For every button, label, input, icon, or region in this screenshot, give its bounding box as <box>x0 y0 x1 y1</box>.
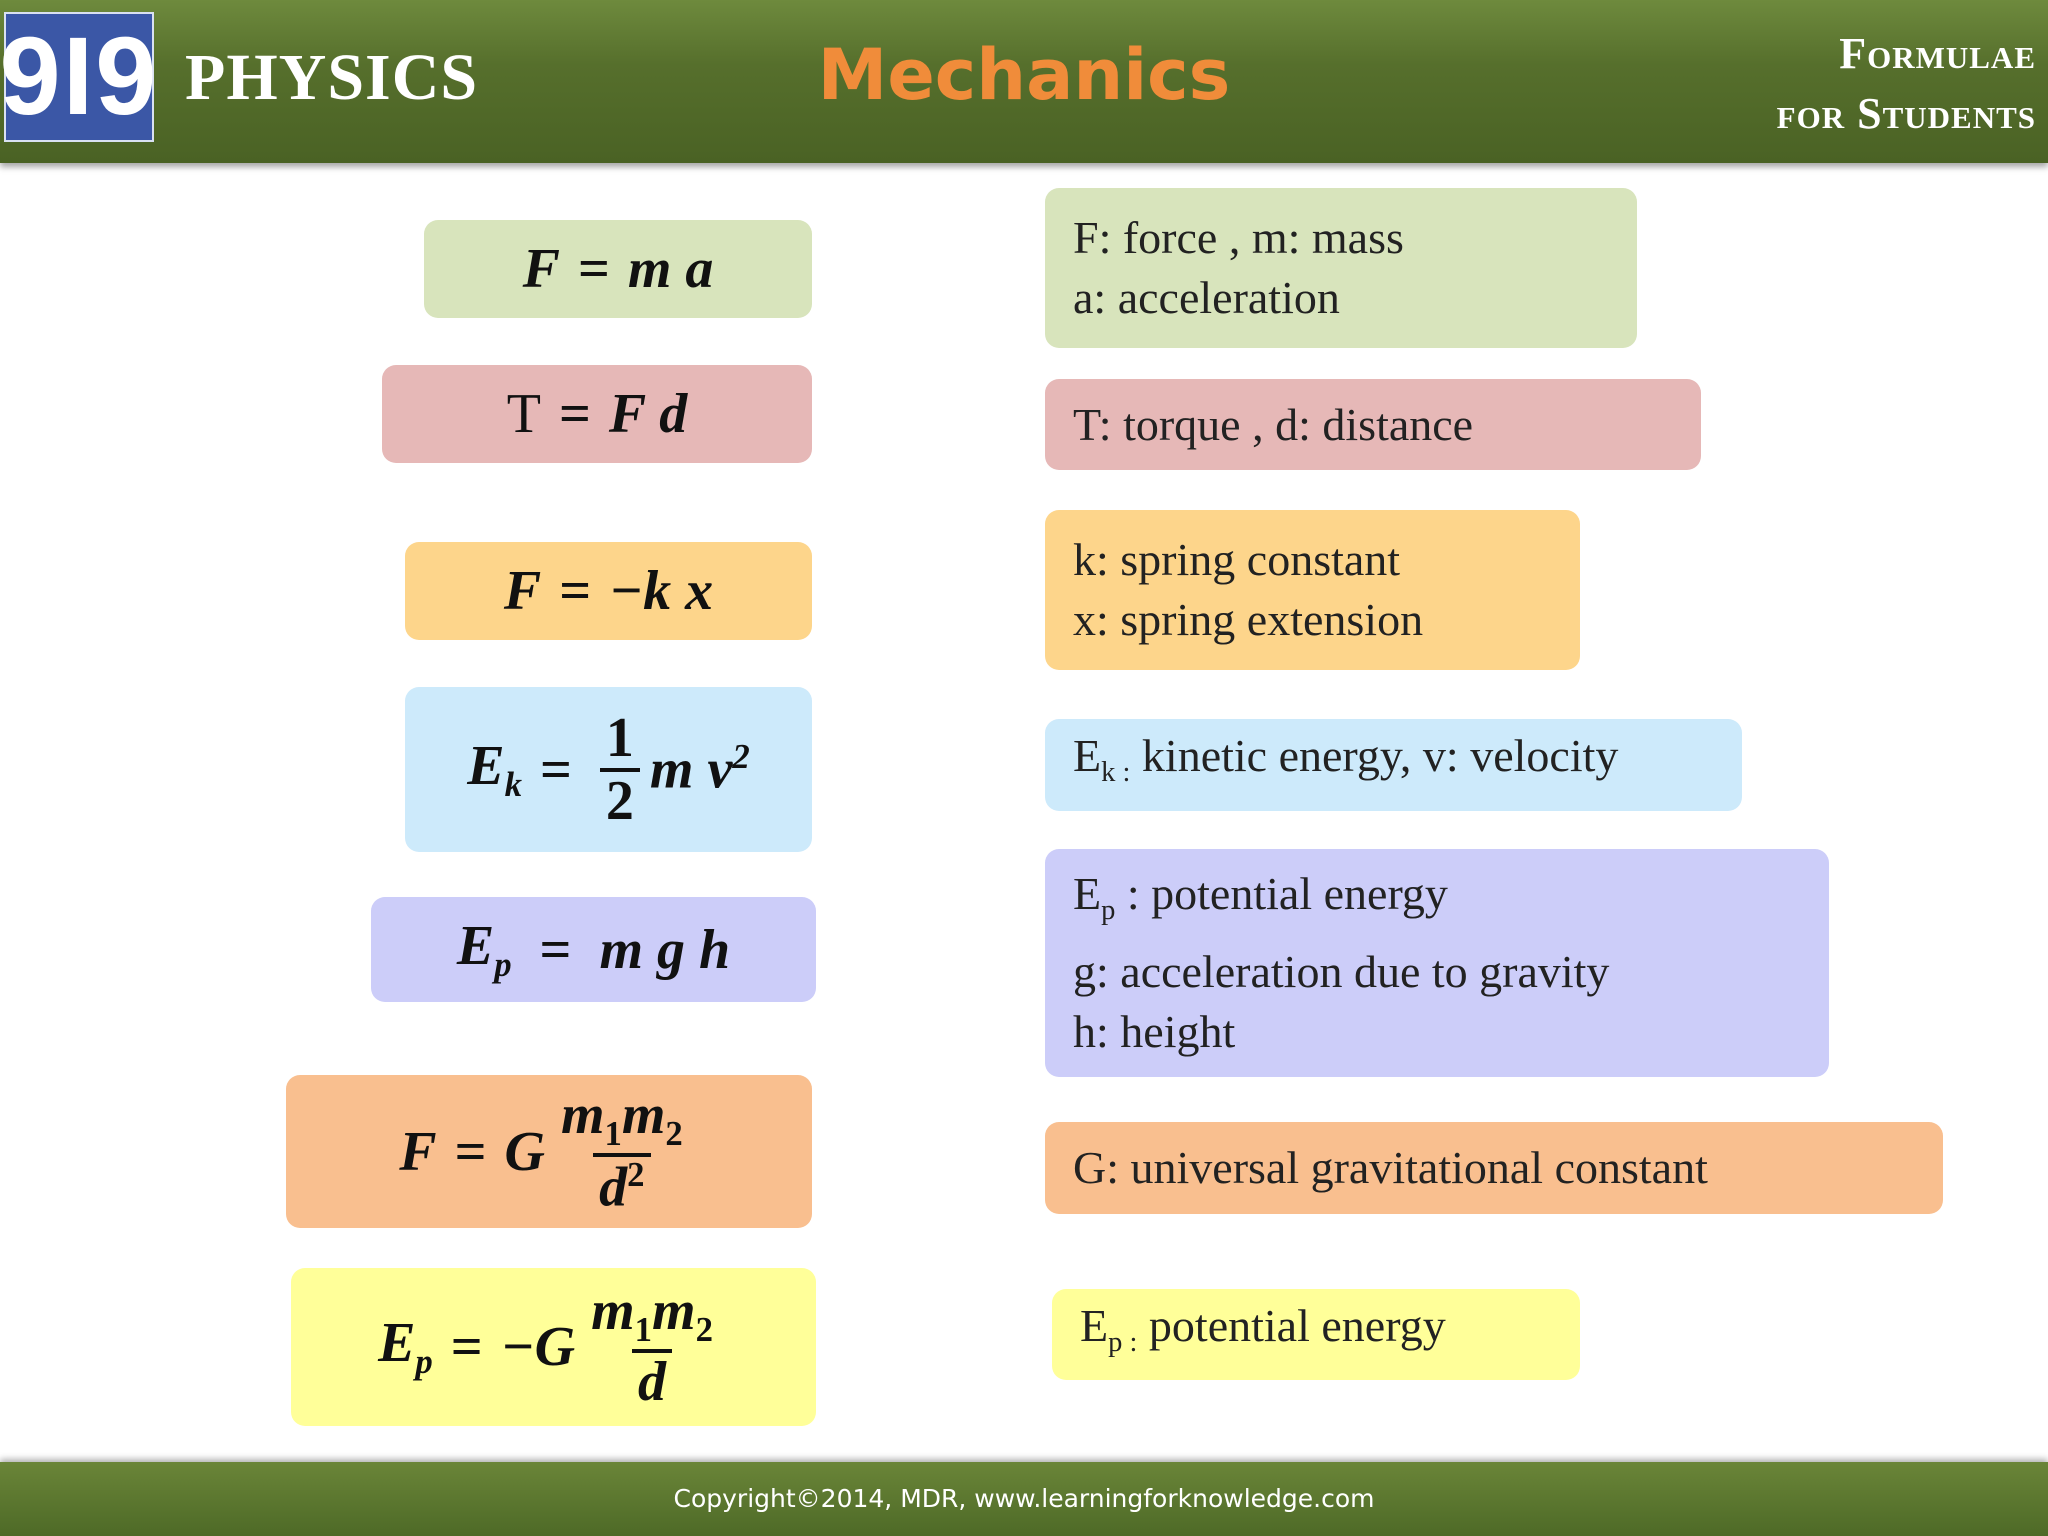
formula-hookes <box>405 542 812 640</box>
formula-newton <box>424 220 812 318</box>
desc-kinetic <box>1045 719 1742 811</box>
formula-rhs: m g h <box>599 918 731 981</box>
formula-lhs: $E_k$ <box>467 734 522 805</box>
desc-line: $E_{p :}$ potential energy <box>1080 1299 1446 1359</box>
formula-gravitational-potential <box>291 1268 816 1426</box>
fraction-denominator: 2 <box>600 768 640 831</box>
desc-line: x: spring extension <box>1073 594 1424 645</box>
formula-torque <box>382 365 812 463</box>
formula-lhs: T <box>506 383 541 445</box>
fraction <box>555 1083 689 1219</box>
equals-sign: = <box>558 383 591 445</box>
fraction <box>585 1282 719 1411</box>
formula-lhs: $E_p$ <box>378 1312 433 1382</box>
desc-line: $E_{k :}$ kinetic energy, v: velocity <box>1073 730 1619 789</box>
header-bar <box>0 0 2048 163</box>
fraction <box>600 706 640 832</box>
desc-potential <box>1045 849 1829 1077</box>
desc-gravity <box>1045 1122 1943 1214</box>
tagline <box>1777 24 2036 144</box>
equals-sign: = <box>577 238 610 300</box>
equals-sign: = <box>450 1316 483 1378</box>
equals-sign: = <box>540 738 572 801</box>
equals-sign: = <box>454 1120 487 1183</box>
formula-lhs: $E_p$ <box>456 914 512 985</box>
formula-rhs: m $v^2$ <box>649 737 750 801</box>
formula-rhs: m a <box>627 238 714 300</box>
desc-torque <box>1045 379 1701 470</box>
desc-grav-potential <box>1052 1289 1580 1380</box>
tagline-line2: for Students <box>1776 89 2036 138</box>
desc-line: T: torque , d: distance <box>1073 398 1474 450</box>
gravitational-constant-symbol: −G <box>500 1316 576 1378</box>
desc-line: h: height <box>1073 1005 1236 1057</box>
formula-rhs: F d <box>608 383 688 445</box>
desc-spring <box>1045 510 1580 670</box>
desc-line: k: spring constant <box>1073 534 1401 585</box>
logo-text: 9I9 <box>0 15 159 138</box>
desc-line: G: universal gravitational constant <box>1073 1142 1708 1193</box>
footer-bar <box>0 1462 2048 1536</box>
fraction-denominator: d <box>632 1349 672 1412</box>
formula-rhs: −k x <box>609 560 714 622</box>
fraction-numerator: $m_1m_2$ <box>560 1083 683 1154</box>
subject-title: PHYSICS <box>185 41 479 114</box>
desc-line: F: force , m: mass <box>1073 212 1404 263</box>
desc-line: g: acceleration due to gravity <box>1073 945 1610 997</box>
fraction-numerator: 1 <box>605 706 634 769</box>
desc-line: a: acceleration <box>1073 272 1340 323</box>
fraction-denominator: $d^2$ <box>593 1153 650 1217</box>
equals-sign: = <box>559 560 592 622</box>
formula-potential-energy <box>371 897 816 1002</box>
formula-lhs: F <box>503 560 542 622</box>
desc-newton <box>1045 188 1637 348</box>
formula-kinetic-energy <box>405 687 812 852</box>
formula-gravitation <box>286 1075 812 1228</box>
fraction-numerator: $m_1m_2$ <box>591 1280 713 1350</box>
desc-line: $E_p$ : potential energy <box>1073 868 1448 927</box>
tagline-line1: Formulae <box>1839 29 2036 78</box>
formula-lhs: F <box>522 238 560 300</box>
gravitational-constant-symbol: G <box>504 1120 545 1183</box>
equals-sign: = <box>539 918 572 981</box>
topic-title: Mechanics <box>817 34 1231 116</box>
copyright-text: Copyright©2014, MDR, www.learningforknowledge.com <box>673 1484 1375 1513</box>
formula-lhs: F <box>399 1120 437 1183</box>
